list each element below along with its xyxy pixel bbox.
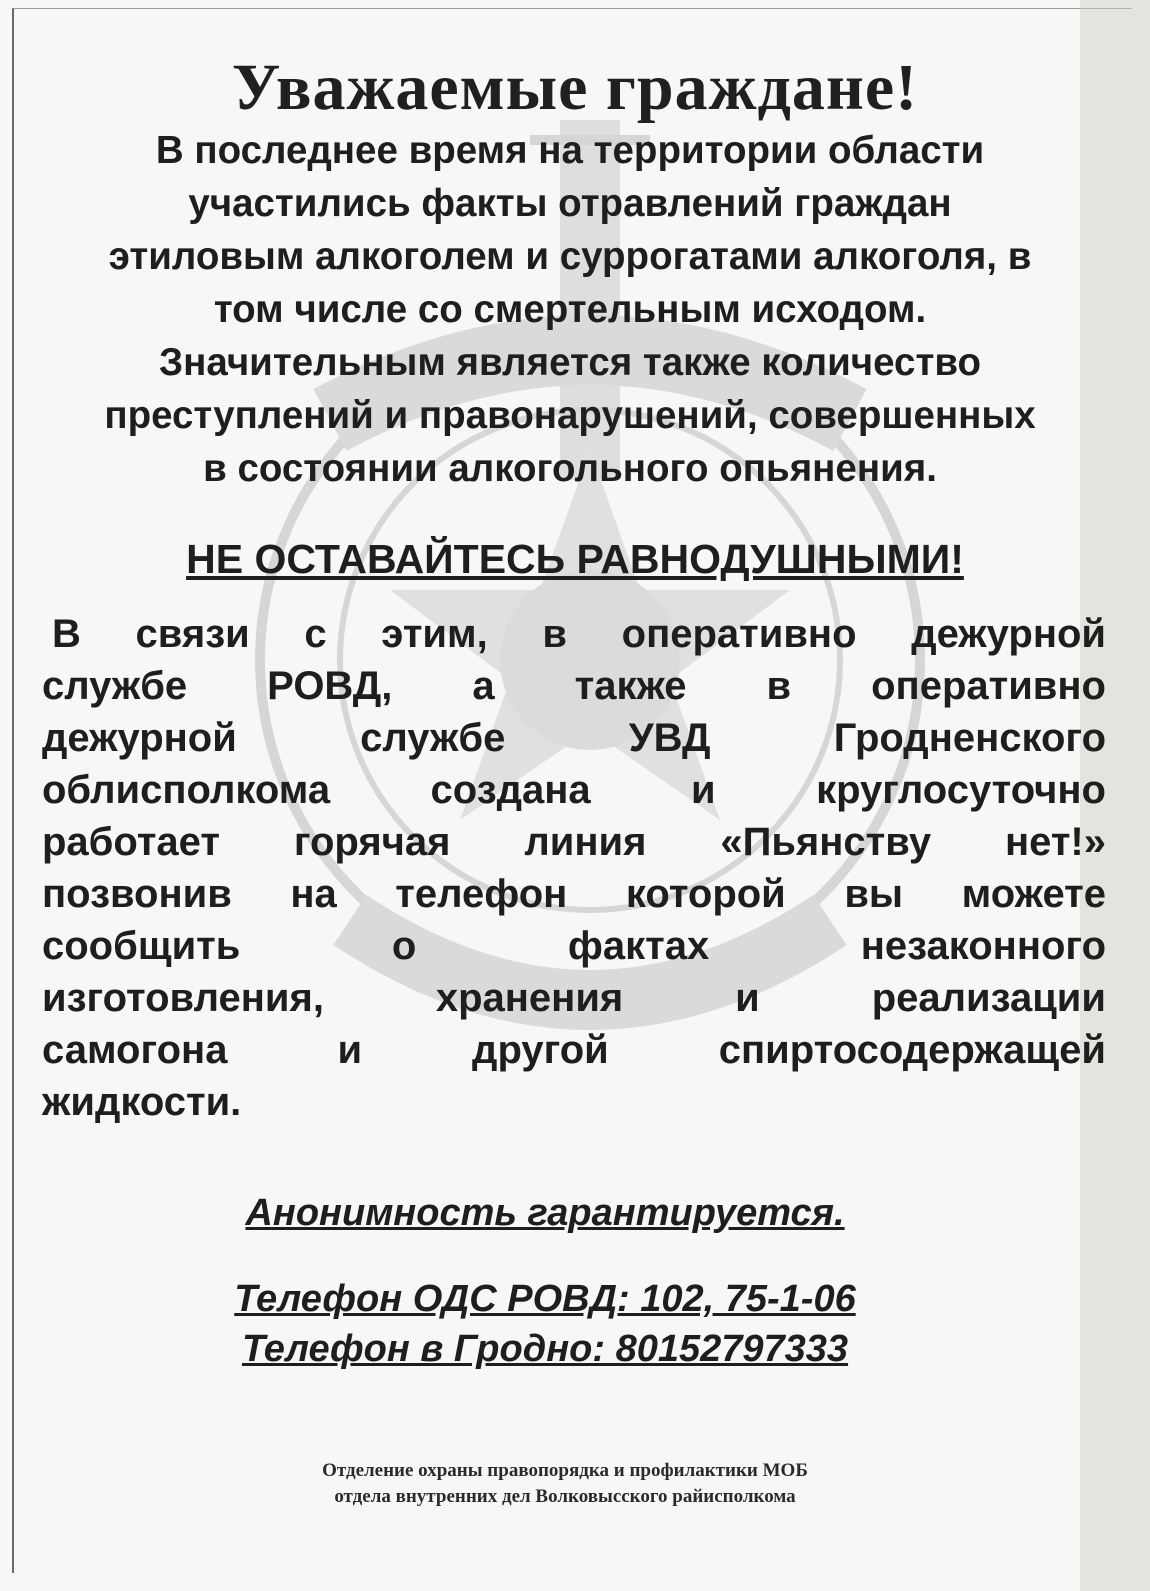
intro-line: преступлений и правонарушений, совершенных (104, 394, 1036, 437)
body-line: работает горячая линия «Пьянству нет!» (42, 820, 1106, 864)
phone-grodno: Телефон в Гродно: 80152797333 (241, 1328, 849, 1370)
intro-line: в состоянии алкогольного опьянения. (203, 447, 937, 490)
body-line: дежурной службе УВД Гродненского (42, 716, 1106, 760)
body-line: службе РОВД, а также в оперативно (42, 664, 1106, 708)
anonymity-notice: Анонимность гарантируется. (245, 1192, 845, 1234)
body-line: самогона и другой спиртосодержащей (42, 1028, 1106, 1072)
body-line: позвонив на телефон которой вы можете (42, 872, 1106, 916)
body-line: В связи с этим, в оперативно дежурной (52, 612, 1106, 656)
intro-line: участились факты отравлений граждан (188, 182, 952, 225)
intro-line: этиловым алкоголем и суррогатами алкоголя, в (108, 235, 1032, 278)
body-line: сообщить о фактах незаконного (42, 924, 1106, 968)
intro-line: В последнее время на территории области (155, 129, 985, 172)
body-line: изготовления, хранения и реализации (42, 976, 1106, 1020)
call-to-action-heading: НЕ ОСТАВАЙТЕСЬ РАВНОДУШНЫМИ! (186, 536, 964, 582)
issuer-footer (0, 1458, 1130, 1510)
phone-rovd: Телефон ОДС РОВД: 102, 75-1-06 (234, 1278, 856, 1320)
footer-line: Отделение охраны правопорядка и профилактики МОБ (322, 1460, 808, 1481)
intro-line: том числе со смертельным исходом. (213, 288, 927, 331)
page-title: Уважаемые граждане! (231, 51, 919, 124)
intro-paragraph (10, 124, 1130, 495)
footer-line: отдела внутренних дел Волковысского райисполкома (334, 1486, 796, 1507)
body-line: облисполкома создана и круглосуточно (42, 768, 1106, 812)
hotline-paragraph (42, 608, 1106, 1128)
body-line: жидкости. (42, 1080, 242, 1124)
intro-line: Значительным является также количество (159, 341, 981, 384)
